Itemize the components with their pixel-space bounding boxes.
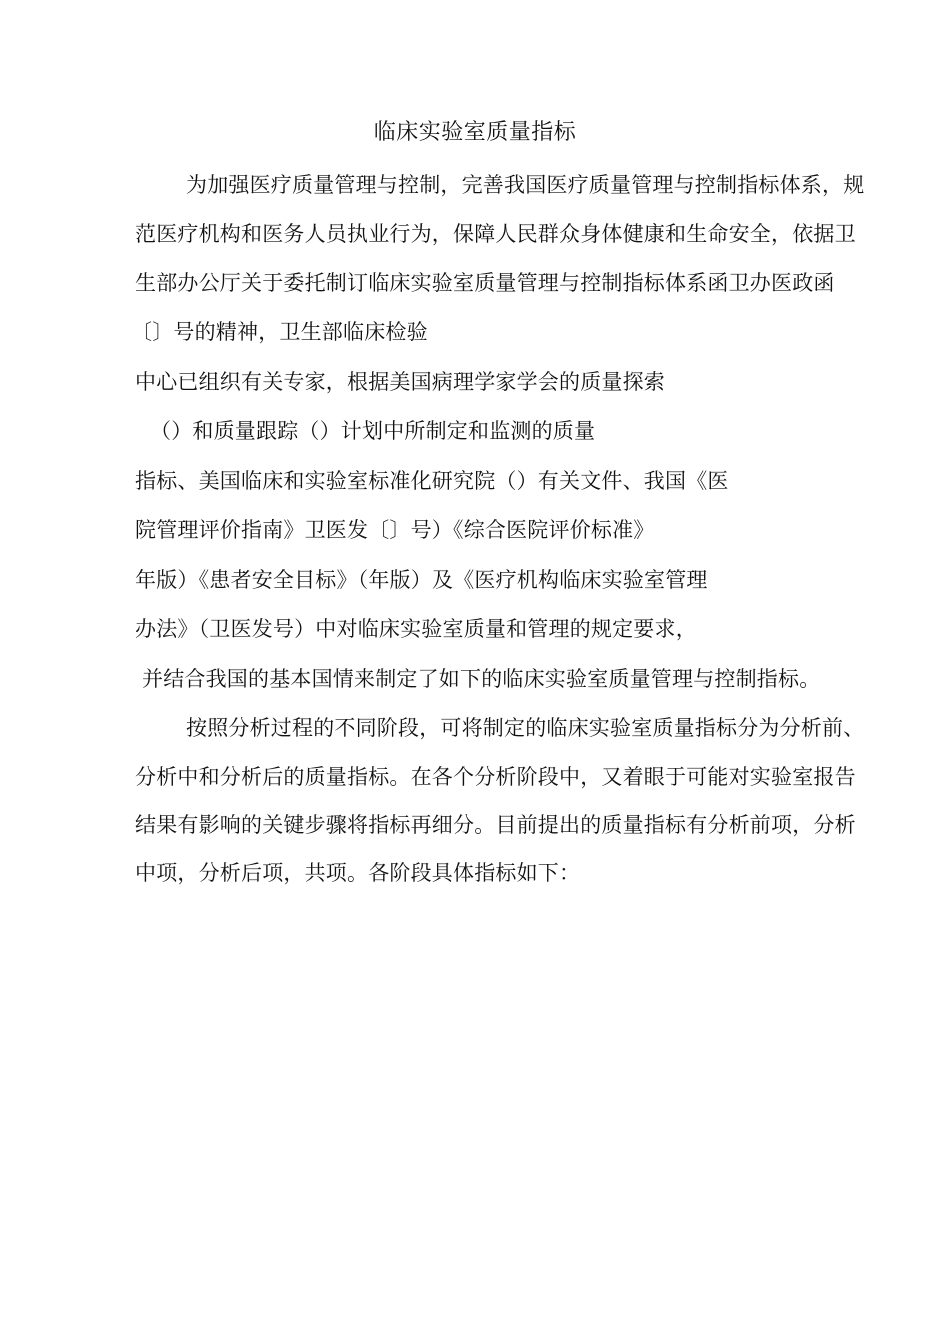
text-line: 中心已组织有关专家，根据美国病理学家学会的质量探索 <box>135 370 665 394</box>
text-line: 生部办公厅关于委托制订临床实验室质量管理与控制指标体系函卫办医政函 <box>135 271 835 295</box>
text-line: 中项，分析后项，共项。各阶段具体指标如下： <box>135 861 581 885</box>
text-line: （）和质量跟踪（）计划中所制定和监测的质量 <box>150 419 596 443</box>
text-line: 〔〕号的精神，卫生部临床检验 <box>131 320 428 344</box>
text-line: 院管理评价指南》卫医发〔〕号）《综合医院评价标准》 <box>135 518 655 542</box>
text-line: 结果有影响的关键步骤将指标再细分。目前提出的质量指标有分析前项，分析 <box>135 813 856 837</box>
text-line: 年版）《患者安全目标》（年版）及《医疗机构临床实验室管理 <box>135 568 708 592</box>
text-line: 分析中和分析后的质量指标。在各个分析阶段中，又着眼于可能对实验室报告 <box>135 765 856 789</box>
text-line: 按照分析过程的不同阶段，可将制定的临床实验室质量指标分为分析前、 <box>186 716 865 740</box>
text-line: 为加强医疗质量管理与控制，完善我国医疗质量管理与控制指标体系，规 <box>186 173 865 197</box>
text-line: 办法》（卫医发号）中对临床实验室质量和管理的规定要求， <box>135 617 697 641</box>
text-line: 并结合我国的基本国情来制定了如下的临床实验室质量管理与控制指标。 <box>142 667 821 691</box>
text-line: 指标、美国临床和实验室标准化研究院（）有关文件、我国《医 <box>135 469 729 493</box>
text-line: 范医疗机构和医务人员执业行为，保障人民群众身体健康和生命安全，依据卫 <box>135 222 856 246</box>
document-title: 临床实验室质量指标 <box>373 120 577 145</box>
